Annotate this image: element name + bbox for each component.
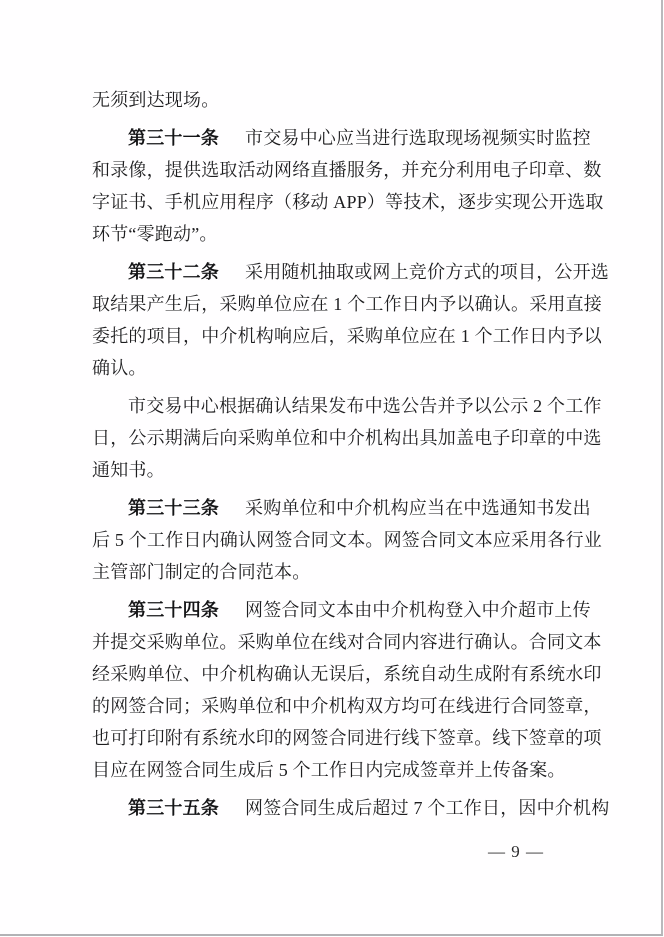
line-text: 环节“零跑动”。	[92, 224, 218, 244]
line-text: 确认。	[92, 358, 147, 378]
line-text: 采购单位和中介机构应当在中选通知书发出	[245, 498, 591, 518]
text-line	[92, 754, 632, 786]
text-line	[92, 594, 632, 626]
line-text: 也可打印附有系统水印的网签合同进行线下签章。线下签章的项	[92, 728, 602, 748]
line-text: 日，公示期满后向采购单位和中介机构出具加盖电子印章的中选	[92, 428, 602, 448]
paragraph	[92, 256, 632, 384]
line-text: 的网签合同；采购单位和中介机构双方均可在线进行合同签章，	[92, 696, 602, 716]
line-text: 无须到达现场。	[92, 90, 220, 110]
article-number: 第三十三条	[128, 498, 219, 518]
text-line	[92, 390, 632, 422]
article-number: 第三十一条	[128, 128, 219, 148]
text-line	[92, 454, 632, 486]
line-text: 字证书、手机应用程序（移动 APP）等技术，逐步实现公开选取	[92, 192, 604, 212]
line-text: 目应在网签合同生成后 5 个工作日内完成签章并上传备案。	[92, 760, 566, 780]
text-line	[92, 154, 632, 186]
paragraph	[92, 390, 632, 486]
text-line	[92, 792, 632, 824]
line-text: 市交易中心根据确认结果发布中选公告并予以公示 2 个工作	[128, 396, 602, 416]
text-line	[92, 524, 632, 556]
paragraph	[92, 84, 632, 116]
line-text: 取结果产生后，采购单位应在 1 个工作日内予以确认。采用直接	[92, 294, 602, 314]
line-text: 通知书。	[92, 460, 165, 480]
text-line	[92, 186, 632, 218]
footer-page-number: — 9 —	[488, 842, 544, 861]
article-number: 第三十二条	[128, 262, 219, 282]
text-block	[92, 84, 632, 824]
line-text: 市交易中心应当进行选取现场视频实时监控	[245, 128, 591, 148]
text-line	[92, 626, 632, 658]
article-number: 第三十五条	[128, 798, 219, 818]
line-text: 主管部门制定的合同范本。	[92, 562, 311, 582]
text-line	[92, 218, 632, 250]
line-text: 网签合同生成后超过 7 个工作日，因中介机构	[245, 798, 610, 818]
article-number: 第三十四条	[128, 600, 219, 620]
paragraph	[92, 492, 632, 588]
line-text: 和录像，提供选取活动网络直播服务，并充分利用电子印章、数	[92, 160, 602, 180]
text-line	[92, 352, 632, 384]
paragraph	[92, 122, 632, 250]
text-line	[92, 320, 632, 352]
text-line	[92, 556, 632, 588]
text-line	[92, 722, 632, 754]
line-text: 委托的项目，中介机构响应后，采购单位应在 1 个工作日内予以	[92, 326, 602, 346]
text-line	[92, 658, 632, 690]
text-line	[92, 422, 632, 454]
line-text: 并提交采购单位。采购单位在线对合同内容进行确认。合同文本	[92, 632, 602, 652]
text-line	[92, 256, 632, 288]
paragraph	[92, 594, 632, 786]
text-line	[92, 690, 632, 722]
line-text: 采用随机抽取或网上竞价方式的项目，公开选	[245, 262, 609, 282]
text-line	[92, 492, 632, 524]
text-line	[92, 84, 632, 116]
line-text: 网签合同文本由中介机构登入中介超市上传	[245, 600, 591, 620]
paragraph	[92, 792, 632, 824]
text-line	[92, 288, 632, 320]
text-line	[92, 122, 632, 154]
line-text: 后 5 个工作日内确认网签合同文本。网签合同文本应采用各行业	[92, 530, 602, 550]
line-text: 经采购单位、中介机构确认无误后，系统自动生成附有系统水印	[92, 664, 602, 684]
